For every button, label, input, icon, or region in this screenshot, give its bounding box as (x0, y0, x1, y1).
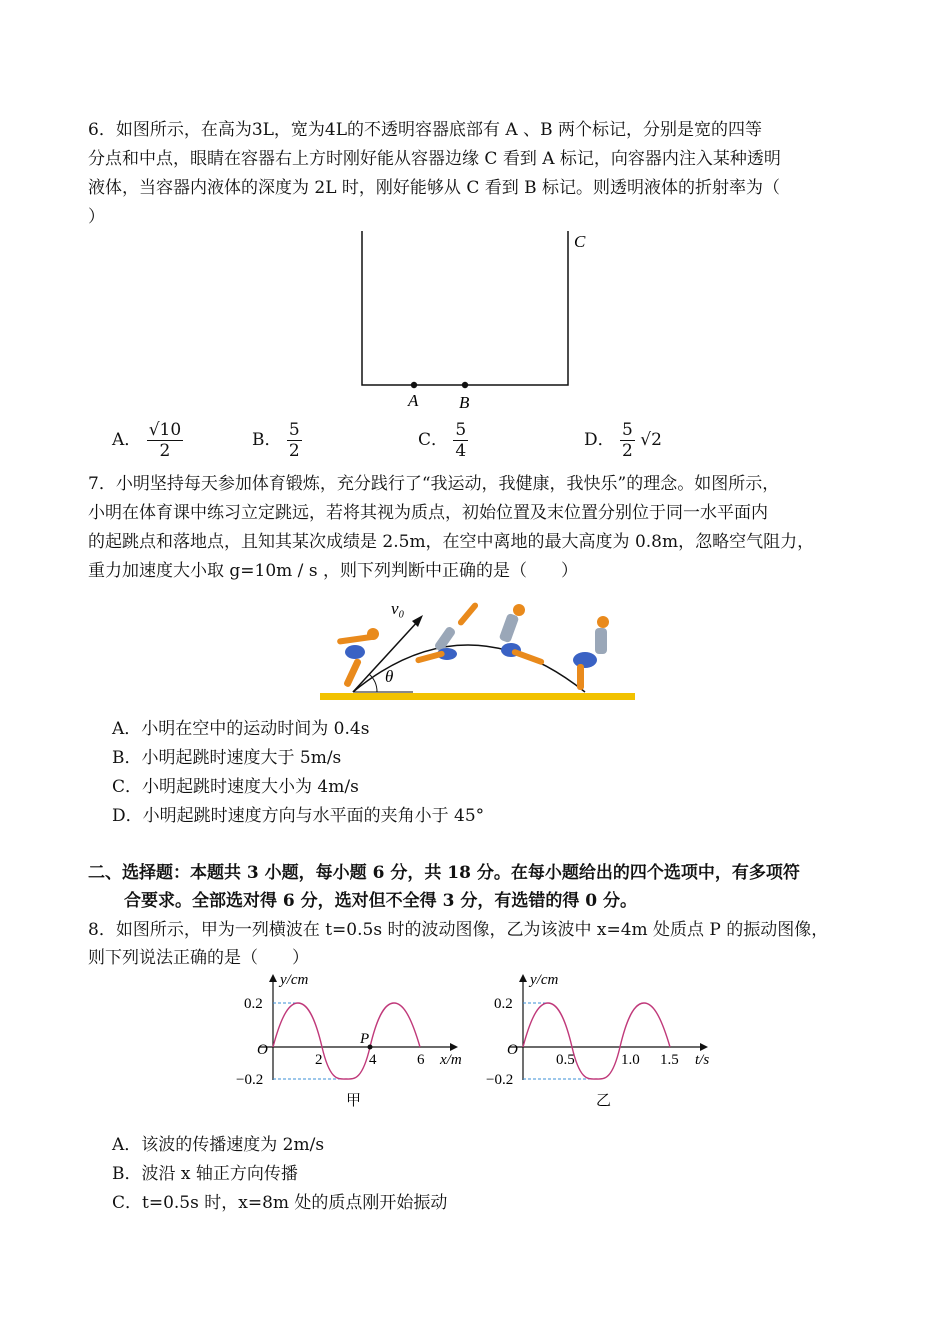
x-arrowhead (700, 1043, 708, 1051)
q6-option-a[interactable]: A． $\frac{√10}{2}$ (112, 420, 182, 461)
y-arrowhead (269, 974, 277, 982)
y-arrowhead (519, 974, 527, 982)
label-c: C (574, 232, 586, 251)
q6-option-d[interactable]: D． $\frac{5}{2}$ √2 (584, 420, 662, 461)
q8-vibration-graph (480, 968, 720, 1113)
q7-option-d[interactable]: D．小明起跳时速度方向与水平面的夹角小于 45° (112, 806, 485, 826)
point-p-label: P (360, 1031, 370, 1047)
container-outline (362, 231, 568, 385)
ground (320, 693, 635, 700)
q6-line-1: 6．如图所示，在高为3L，宽为4L的不透明容器底部有 A 、B 两个标记，分别是宽的四等 (88, 120, 763, 140)
v0-label: v₀ (391, 599, 405, 618)
x-label: x/m (440, 1052, 462, 1068)
y-label: y/cm (280, 972, 309, 988)
ytick-top: 0.2 (244, 996, 263, 1012)
origin-label: O (507, 1042, 518, 1058)
mark-a (411, 382, 417, 388)
q6-line-4: ） (88, 207, 105, 227)
section2-heading: 二、选择题：本题共 3 小题，每小题 6 分，共 18 分。在每小题给出的四个选项中，有多项符 (88, 863, 800, 883)
vibration-curve (523, 1003, 670, 1079)
jumper-3 (499, 604, 545, 666)
xtick-1.0: 1.0 (621, 1052, 640, 1068)
q7-line-1: 7．小明坚持每天参加体育锻炼，充分践行了“我运动，我健康，我快乐”的理念。如图所示， (88, 474, 780, 494)
q8-line-2: 则下列说法正确的是（ ） (88, 948, 309, 968)
q7-line-2: 小明在体育课中练习立定跳远，若将其视为质点，初始位置及末位置分别位于同一水平面内 (88, 503, 768, 523)
x-arrowhead (450, 1043, 458, 1051)
q6-option-b[interactable]: B． $\frac{5}{2}$ (252, 420, 300, 461)
jumper-2 (415, 601, 480, 663)
caption: 甲 (346, 1093, 362, 1109)
mark-b (462, 382, 468, 388)
q7-option-c[interactable]: C．小明起跳时速度大小为 4m/s (112, 777, 359, 797)
x-label: t/s (695, 1052, 710, 1068)
jumper-4 (573, 616, 609, 690)
fraction: $\frac{5}{2}$ (622, 420, 633, 461)
xtick-1.5: 1.5 (660, 1052, 679, 1068)
q6-option-c[interactable]: C． $\frac{5}{4}$ (418, 420, 467, 461)
label-a: A (408, 391, 419, 410)
xtick-4: 4 (369, 1052, 377, 1068)
q7-option-a[interactable]: A．小明在空中的运动时间为 0.4s (112, 719, 370, 739)
xtick-0.5: 0.5 (556, 1052, 575, 1068)
ytick-bottom: −0.2 (236, 1072, 264, 1088)
q6-container-figure (340, 225, 620, 415)
q8-option-c[interactable]: C．t=0.5s 时，x=8m 处的质点刚开始振动 (112, 1193, 448, 1213)
fraction: $\frac{5}{2}$ (288, 420, 300, 461)
wave-curve (273, 1003, 420, 1079)
xtick-2: 2 (315, 1052, 323, 1068)
origin-label: O (257, 1042, 268, 1058)
q8-wave-graph (230, 968, 475, 1113)
q7-long-jump-figure (315, 596, 640, 708)
q7-line-4: 重力加速度大小取 g=10m / s ，则下列判断中正确的是（ ） (88, 561, 578, 581)
y-label: y/cm (530, 972, 559, 988)
q7-option-b[interactable]: B．小明起跳时速度大于 5m/s (112, 748, 342, 768)
fraction: $\frac{5}{4}$ (455, 420, 467, 461)
q6-line-3: 液体，当容器内液体的深度为 2L 时，刚好能够从 C 看到 B 标记。则透明液体的折射率为（ (88, 178, 781, 198)
q8-option-a[interactable]: A．该波的传播速度为 2m/s (112, 1135, 325, 1155)
xtick-6: 6 (417, 1052, 425, 1068)
ytick-top: 0.2 (494, 996, 513, 1012)
fraction: $\frac{√10}{2}$ (148, 420, 182, 461)
section2-instructions: 合要求。全部选对得 6 分，选对但不全得 3 分，有选错的得 0 分。 (124, 891, 637, 911)
ytick-bottom: −0.2 (486, 1072, 514, 1088)
q8-line-1: 8．如图所示，甲为一列横波在 t=0.5s 时的波动图像，乙为该波中 x=4m 处质点 P 的振动图像， (88, 920, 829, 940)
caption: 乙 (596, 1093, 612, 1109)
q7-line-3: 的起跳点和落地点，且知其某次成绩是 2.5m，在空中离地的最大高度为 0.8m，忽略空气阻力， (88, 532, 815, 552)
label-b: B (459, 393, 470, 412)
theta-label: θ (385, 667, 394, 686)
q6-line-2: 分点和中点，眼睛在容器右上方时刚好能从容器边缘 C 看到 A 标记，向容器内注入某种透明 (88, 149, 781, 169)
q8-option-b[interactable]: B．波沿 x 轴正方向传播 (112, 1164, 298, 1184)
